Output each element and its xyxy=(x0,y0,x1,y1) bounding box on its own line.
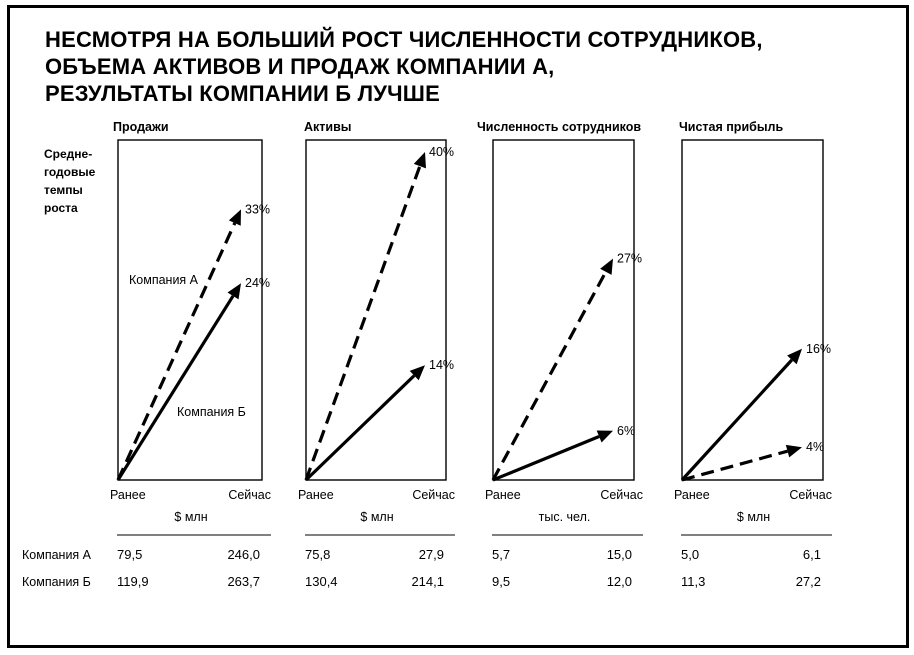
series-b-arrow-sales xyxy=(118,296,233,480)
panel-title-assets: Активы xyxy=(304,120,352,134)
y-axis-label-line: темпы xyxy=(44,183,83,197)
table-cell: 263,7 xyxy=(227,574,260,589)
series-a-arrow-sales xyxy=(118,223,235,480)
plot-frame-assets xyxy=(306,140,446,480)
series-b-arrow-employees xyxy=(493,436,599,480)
plot-frame-net-profit xyxy=(682,140,823,480)
series-b-arrow-assets xyxy=(306,376,414,480)
table-cell: 15,0 xyxy=(606,547,632,562)
row-label-company-a: Компания А xyxy=(22,548,92,562)
table-cell: 75,8 xyxy=(305,547,331,562)
panel-title-sales: Продажи xyxy=(113,120,169,134)
table-cell: 119,9 xyxy=(117,574,149,589)
table-cell: 5,7 xyxy=(492,547,511,562)
table-cell: 9,5 xyxy=(492,574,511,589)
series-a-arrow-assets-head xyxy=(414,152,426,168)
unit-label-assets: $ млн xyxy=(360,510,394,524)
table-cell: 246,0 xyxy=(227,547,260,562)
series-a-arrow-net-profit xyxy=(682,451,788,480)
x-tick-label: Ранее xyxy=(674,488,710,502)
table-cell: 27,2 xyxy=(795,574,821,589)
x-tick-label: Сейчас xyxy=(228,488,271,502)
unit-label-employees: тыс. чел. xyxy=(538,510,591,524)
growth-label-assets: 40% xyxy=(429,145,455,159)
series-a-arrow-assets xyxy=(306,166,420,480)
x-tick-label: Сейчас xyxy=(412,488,455,502)
growth-label-sales: 33% xyxy=(245,202,271,217)
growth-label-employees: 27% xyxy=(617,251,643,266)
table-cell: 79,5 xyxy=(117,547,143,562)
table-cell: 11,3 xyxy=(681,574,706,589)
unit-label-sales: $ млн xyxy=(174,510,208,524)
y-axis-label-line: роста xyxy=(44,201,78,215)
series-label-company-b: Компания Б xyxy=(177,405,246,419)
x-tick-label: Ранее xyxy=(485,488,521,502)
x-tick-label: Ранее xyxy=(298,488,334,502)
table-cell: 12,0 xyxy=(606,574,632,589)
title-line-2: ОБЪЕМА АКТИВОВ И ПРОДАЖ КОМПАНИИ А, xyxy=(45,54,555,79)
x-tick-label: Ранее xyxy=(110,488,146,502)
x-tick-label: Сейчас xyxy=(600,488,643,502)
y-axis-label-line: годовые xyxy=(44,165,96,179)
table-cell: 6,1 xyxy=(802,547,821,562)
series-a-arrow-employees-head xyxy=(600,259,613,275)
series-label-company-a: Компания А xyxy=(129,273,199,287)
growth-label-net-profit: 4% xyxy=(806,440,825,455)
plot-frame-sales xyxy=(118,140,262,480)
series-a-arrow-net-profit-head xyxy=(786,445,802,458)
growth-label-sales: 24% xyxy=(245,276,271,291)
title-line-1: НЕСМОТРЯ НА БОЛЬШИЙ РОСТ ЧИСЛЕННОСТИ СОТРУДНИКОВ, xyxy=(45,27,763,52)
title-line-3: РЕЗУЛЬТАТЫ КОМПАНИИ Б ЛУЧШЕ xyxy=(45,81,440,106)
plot-frame-employees xyxy=(493,140,634,480)
table-cell: 214,1 xyxy=(411,574,444,589)
panel-title-employees: Численность сотрудников xyxy=(477,120,642,134)
table-cell: 5,0 xyxy=(681,547,700,562)
unit-label-net-profit: $ млн xyxy=(736,510,771,524)
growth-label-net-profit: 16% xyxy=(806,341,832,356)
y-axis-label-line: Средне- xyxy=(44,147,93,161)
growth-label-employees: 6% xyxy=(617,423,636,438)
table-cell: 130,4 xyxy=(305,574,338,589)
series-a-arrow-employees xyxy=(493,272,606,480)
series-b-arrow-net-profit xyxy=(682,360,792,480)
growth-label-assets: 14% xyxy=(429,358,455,373)
panel-title-net-profit: Чистая прибыль xyxy=(679,120,784,134)
table-cell: 27,9 xyxy=(418,547,444,562)
x-tick-label: Сейчас xyxy=(789,488,832,502)
row-label-company-b: Компания Б xyxy=(22,575,91,589)
